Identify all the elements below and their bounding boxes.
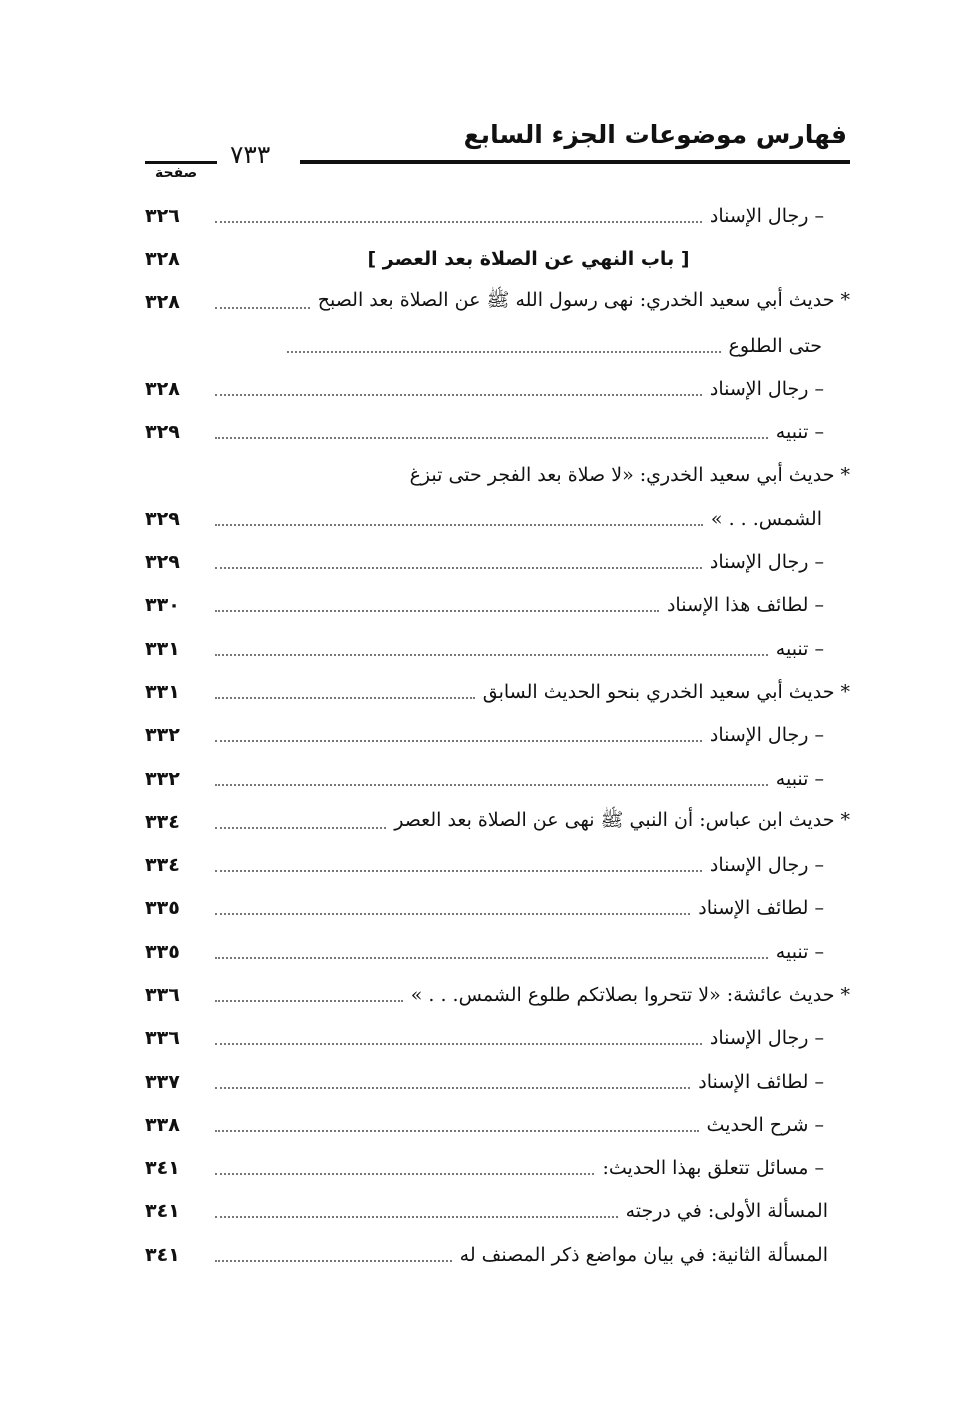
table-of-contents: [145, 194, 850, 1276]
header-rule-short: [145, 161, 217, 164]
toc-entry-text: * حديث أبي سعيد الخدري: «لا صلاة بعد الفجر حتى تبزغ: [409, 464, 850, 487]
toc-row: [145, 1017, 850, 1060]
toc-row: [145, 930, 850, 973]
dot-leader: [215, 610, 659, 612]
dot-leader: [215, 827, 386, 829]
dot-leader: [215, 913, 690, 915]
toc-row: [145, 1233, 850, 1276]
toc-row: [145, 540, 850, 583]
toc-row: [145, 237, 850, 280]
toc-page-number: ٣٤١: [145, 1200, 180, 1223]
toc-page-number: ٣٢٨: [145, 291, 180, 314]
toc-page-number: ٣٣٧: [145, 1070, 180, 1093]
toc-entry-text: * حديث أبي سعيد الخدري بنحو الحديث السابق: [482, 680, 850, 703]
toc-entry-text: – رجال الإسناد: [709, 854, 824, 877]
toc-entry-text: المسألة الأولى: في درجته: [625, 1200, 828, 1223]
toc-page-number: ٣٣٥: [145, 897, 180, 920]
toc-entry-text: حتى الطلوع: [728, 334, 822, 357]
toc-page-number: ٣٣٦: [145, 1027, 180, 1050]
dot-leader: [287, 351, 721, 353]
toc-entry-text: – رجال الإسناد: [709, 204, 824, 227]
toc-entry-text: الشمس. . . »: [710, 507, 822, 530]
toc-row: [145, 367, 850, 410]
toc-row: [145, 497, 850, 540]
toc-row: [145, 454, 850, 497]
toc-page-number: ٣٢٨: [144, 247, 180, 270]
toc-page-number: ٣٣٨: [145, 1113, 180, 1136]
toc-page-number: ٣٤١: [145, 1157, 180, 1180]
page-number: ٧٣٣: [230, 140, 271, 169]
dot-leader: [215, 870, 702, 872]
toc-row: [145, 973, 850, 1016]
dot-leader: [215, 524, 703, 526]
toc-page-number: ٣٢٨: [145, 377, 180, 400]
toc-entry-text: – لطائف هذا الإسناد: [666, 594, 824, 617]
toc-page-number: ٣٣٤: [145, 854, 180, 877]
toc-page-number: ٣٣٢: [145, 767, 180, 790]
toc-entry-text: – تنبيه: [775, 767, 824, 790]
dot-leader: [215, 1043, 702, 1045]
toc-entry-text: – تنبيه: [775, 421, 824, 444]
toc-page-number: ٣٢٩: [145, 507, 180, 530]
toc-entry-text: – مسائل تتعلق بهذا الحديث:: [602, 1157, 824, 1180]
toc-row: [145, 584, 850, 627]
toc-row: [145, 714, 850, 757]
toc-entry-text: – تنبيه: [775, 940, 824, 963]
toc-row: [145, 800, 850, 843]
toc-page-number: ٣٣١: [145, 637, 180, 660]
toc-entry-text: المسألة الثانية: في بيان مواضع ذكر المصنف له: [459, 1243, 828, 1266]
toc-row: [145, 1147, 850, 1190]
toc-row: [145, 843, 850, 886]
page-column-label: صفحة: [155, 165, 198, 181]
toc-row: [145, 1103, 850, 1146]
toc-page-number: ٣٢٦: [145, 204, 180, 227]
dot-leader: [215, 221, 702, 223]
toc-row: [145, 324, 850, 367]
toc-entry-text: – رجال الإسناد: [709, 377, 824, 400]
dot-leader: [215, 1216, 618, 1218]
toc-row: [145, 1060, 850, 1103]
running-header-title: فهارس موضوعات الجزء السابع: [463, 120, 847, 149]
dot-leader: [215, 697, 475, 699]
toc-row: [145, 627, 850, 670]
dot-leader: [215, 740, 702, 742]
dot-leader: [215, 1000, 403, 1002]
dot-leader: [215, 394, 702, 396]
toc-row: [145, 757, 850, 800]
toc-entry-text: * حديث عائشة: «لا تتحروا بصلاتكم طلوع الشمس. . . »: [410, 983, 850, 1006]
dot-leader: [215, 567, 702, 569]
toc-page-number: ٣٣٥: [145, 940, 180, 963]
dot-leader: [215, 784, 768, 786]
toc-row: [145, 194, 850, 237]
toc-entry-text: – لطائف الإسناد: [698, 1070, 824, 1093]
toc-row: [145, 670, 850, 713]
toc-entry-text: * حديث ابن عباس: أن النبي ﷺ نهى عن الصلاة بعد العصر: [394, 808, 850, 831]
toc-entry-text: – رجال الإسناد: [709, 1027, 824, 1050]
toc-entry-text: – تنبيه: [775, 637, 824, 660]
toc-entry-text: – رجال الإسناد: [709, 551, 824, 574]
dot-leader: [215, 1087, 690, 1089]
toc-row: [145, 410, 850, 453]
toc-page-number: ٣٣٢: [145, 724, 180, 747]
toc-row: [145, 281, 850, 324]
dot-leader: [215, 437, 768, 439]
toc-entry-text: – لطائف الإسناد: [698, 897, 824, 920]
toc-entry-text: – رجال الإسناد: [709, 724, 824, 747]
toc-page-number: ٣٢٩: [145, 421, 180, 444]
toc-row: [145, 1190, 850, 1233]
dot-leader: [215, 1130, 699, 1132]
dot-leader: [215, 1173, 594, 1175]
toc-page-number: ٣٢٩: [145, 551, 180, 574]
toc-page-number: ٣٣٦: [145, 983, 180, 1006]
dot-leader: [215, 957, 768, 959]
toc-page-number: ٣٣٠: [145, 594, 180, 617]
toc-page-number: ٣٤١: [145, 1243, 180, 1266]
dot-leader: [215, 307, 310, 309]
toc-entry-text: – شرح الحديث: [706, 1113, 824, 1136]
toc-page-number: ٣٣١: [145, 680, 180, 703]
toc-page-number: ٣٣٤: [145, 810, 180, 833]
toc-entry-text: [ باب النهي عن الصلاة بعد العصر ]: [367, 247, 690, 270]
dot-leader: [215, 654, 768, 656]
toc-entry-text: * حديث أبي سعيد الخدري: نهى رسول الله ﷺ عن الصلاة بعد الصبح: [317, 289, 850, 312]
toc-row: [145, 887, 850, 930]
header-rule: [300, 160, 850, 164]
dot-leader: [215, 1260, 452, 1262]
